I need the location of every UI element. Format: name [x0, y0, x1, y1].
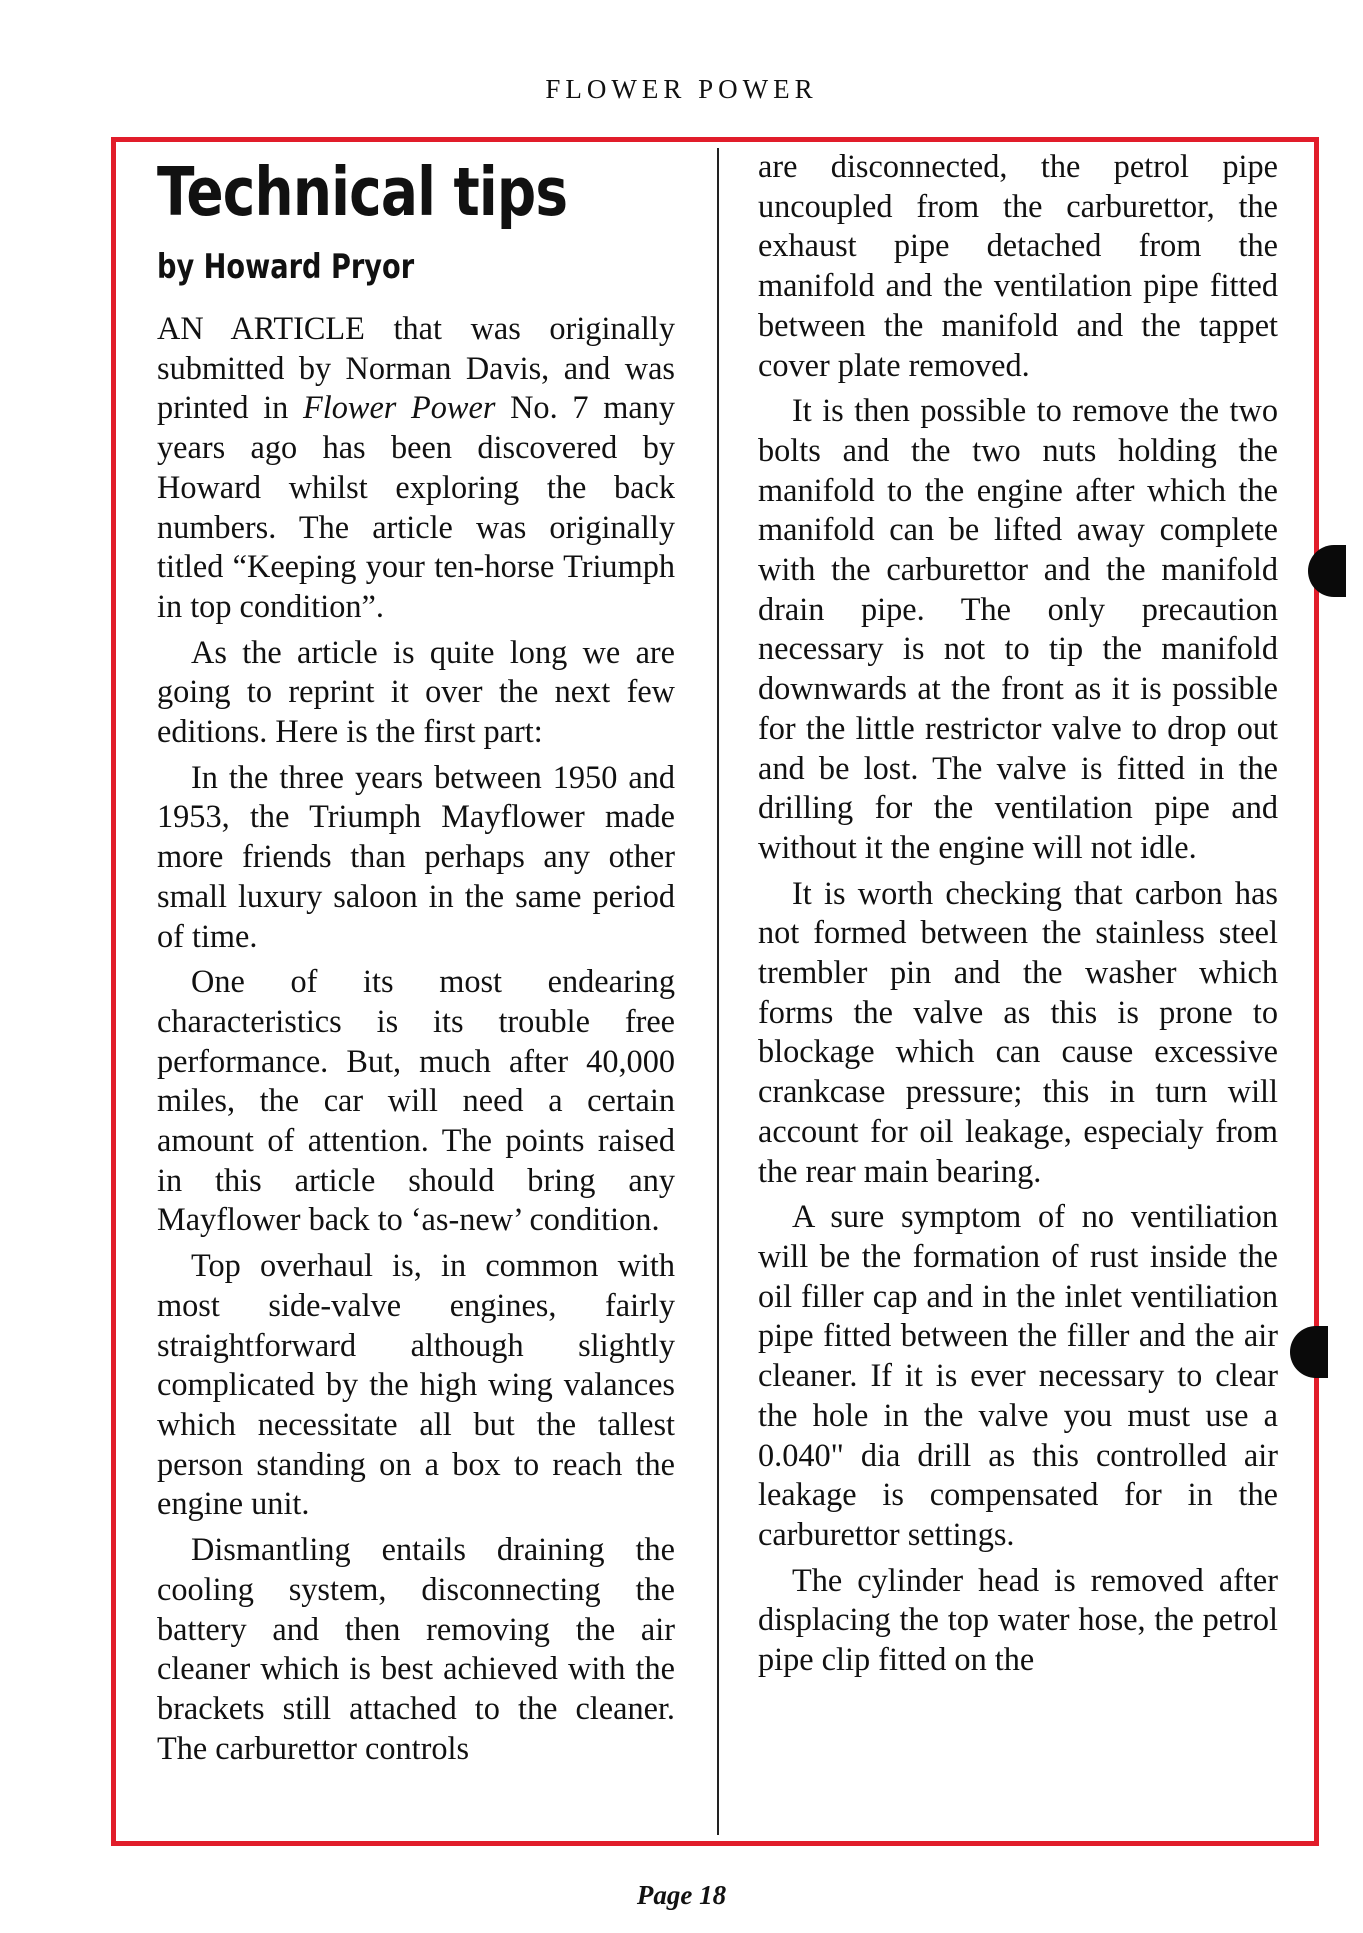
paragraph: It is worth checking that carbon has not formed between the stainless steel trembler pin and the washer which forms the valve as this is prone to blockage which can cause excessive crankcase pressure; this in turn will account for oil leakage, especialy from the rear main bearing. — [758, 874, 1278, 1189]
column-divider — [717, 148, 719, 1835]
paragraph-continued: are disconnected, the petrol pipe uncoupled from the carburettor, the exhaust pipe detached from the manifold and the ventilation pipe fitted between the manifold and the tappet cover plate removed. — [758, 148, 1278, 383]
publication-name: Flower Power — [303, 389, 496, 426]
running-header: FLOWER POWER — [545, 74, 818, 104]
right-column — [758, 147, 1278, 1686]
paragraph: It is then possible to remove the two bolts and the two nuts holding the manifold to the engine after which the manifold can be lifted away complete with the carburettor and the manifold drain pipe. The only precaution necessary is not to tip the manifold downwards at the front as it is possible for the little restrictor valve to drop out and be lost. The valve is fitted in the drilling for the ventilation pipe and without it the engine will not idle. — [758, 392, 1278, 865]
paragraph: As the article is quite long we are going to reprint it over the next few editions. Here is the first part: — [157, 633, 675, 750]
paragraph: In the three years between 1950 and 1953, the Triumph Mayflower made more friends than perhaps any other small luxury saloon in the same period of time. — [157, 758, 675, 954]
article-byline: by Howard Pryor — [157, 247, 415, 287]
paragraph: The cylinder head is removed after displacing the top water hose, the petrol pipe clip fitted on the — [758, 1561, 1278, 1678]
paragraph: Dismantling entails draining the cooling system, disconnecting the battery and then removing the air cleaner which is best achieved with the brackets still attached to the cleaner. The carburettor controls — [157, 1531, 675, 1766]
paragraph: One of its most endearing characteristics is its trouble free performance. But, much after 40,000 miles, the car will need a certain amount of attention. The points raised in this article should bring any Mayflower back to ‘as-new’ condition. — [157, 963, 675, 1238]
article-title: Technical tips — [157, 153, 568, 231]
paragraph: A sure symptom of no ventiliation will be the formation of rust inside the oil filler cap and in the inlet ventiliation pipe fitted between the filler and the air cleaner. If it is ever necessary to clear the hole in the valve you must use a 0.040" dia drill as this controlled air leakage is compensated for in the carburettor settings. — [758, 1198, 1278, 1552]
paragraph-intro: AN ARTICLE that was originally submitted by Norman Davis, and was printed in Flower Power No. 7 many years ago has been discovered by Howard whilst exploring the back numbers. The article was originally titled “Keeping your ten-horse Triumph in top condition”. — [157, 310, 675, 624]
page-number: Page 18 — [636, 1880, 727, 1910]
paragraph: Top overhaul is, in common with most side-valve engines, fairly straightforward although slightly complicated by the high wing valances which necessitate all but the tallest person standing on a box to reach the engine unit. — [157, 1247, 675, 1522]
left-column — [157, 309, 675, 1774]
